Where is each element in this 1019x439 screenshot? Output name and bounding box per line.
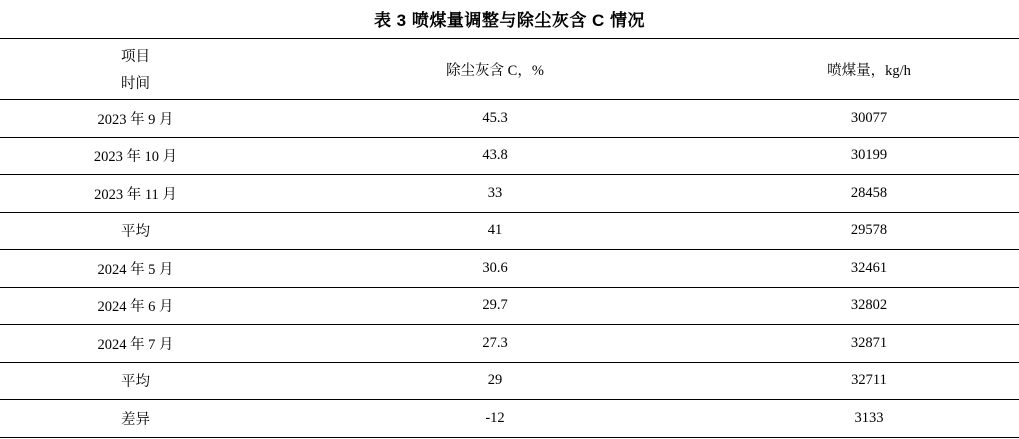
cell-ash: 29.7 (271, 287, 719, 325)
cell-coal: 32802 (719, 287, 1019, 325)
table-row (0, 362, 1019, 400)
cell-ash: 41 (271, 212, 719, 250)
cell-ash: 33 (271, 175, 719, 213)
table-caption: 表 3 喷煤量调整与除尘灰含 C 情况 (373, 11, 646, 30)
cell-time: 2023 年 10 月 (0, 137, 271, 175)
cell-coal: 30199 (719, 137, 1019, 175)
cell-ash: 30.6 (271, 250, 719, 288)
cell-ash: 29 (271, 362, 719, 400)
cell-ash: 45.3 (271, 100, 719, 138)
cell-coal: 3133 (719, 400, 1019, 438)
cell-coal: 28458 (719, 175, 1019, 213)
cell-time: 2024 年 6 月 (0, 287, 271, 325)
header-cell-coal-injection: 喷煤量，kg/h (719, 39, 1019, 100)
header-corner-top-label: 项目 (121, 49, 150, 65)
table-row (0, 175, 1019, 213)
cell-coal: 30077 (719, 100, 1019, 138)
cell-ash: -12 (271, 400, 719, 438)
cell-ash: 43.8 (271, 137, 719, 175)
cell-time: 平均 (0, 362, 271, 400)
cell-time: 2023 年 9 月 (0, 100, 271, 138)
table-row (0, 287, 1019, 325)
header-corner-cell (0, 39, 271, 100)
cell-ash: 27.3 (271, 325, 719, 363)
table-row (0, 100, 1019, 138)
table-row (0, 137, 1019, 175)
table-row (0, 250, 1019, 288)
header-cell-ash-carbon: 除尘灰含 C，% (271, 39, 719, 100)
table-header-row (0, 39, 1019, 100)
cell-coal: 32461 (719, 250, 1019, 288)
cell-time: 2023 年 11 月 (0, 175, 271, 213)
table-row (0, 325, 1019, 363)
cell-coal: 29578 (719, 212, 1019, 250)
cell-coal: 32711 (719, 362, 1019, 400)
table-row (0, 212, 1019, 250)
cell-time: 2024 年 7 月 (0, 325, 271, 363)
cell-time: 差异 (0, 400, 271, 438)
cell-time: 2024 年 5 月 (0, 250, 271, 288)
table-row (0, 400, 1019, 438)
cell-coal: 32871 (719, 325, 1019, 363)
header-corner-bottom-label: 时间 (121, 76, 150, 92)
cell-time: 平均 (0, 212, 271, 250)
data-table (0, 38, 1019, 438)
